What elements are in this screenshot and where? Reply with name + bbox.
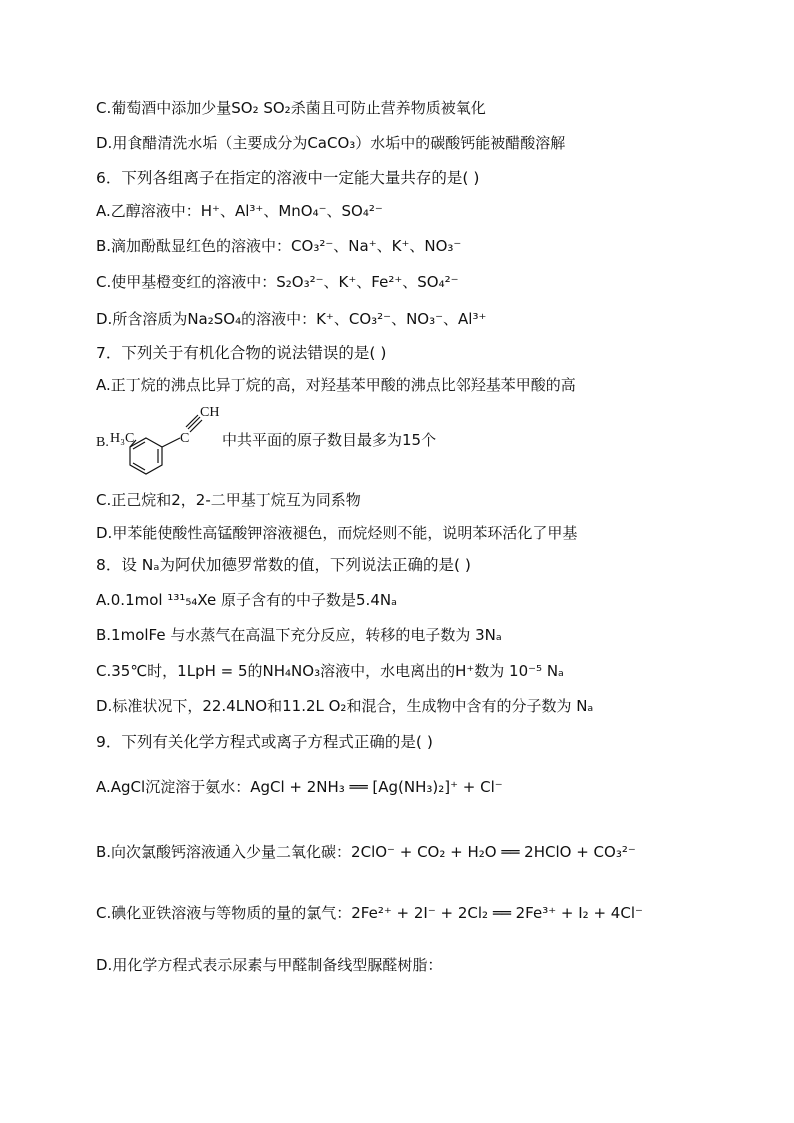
option-6a: A.乙醇溶液中：H⁺、Al³⁺、MnO₄⁻、SO₄²⁻ [96,202,383,220]
option-7b-text: 中共平面的原子数目最多为15个 [222,431,437,449]
option-7c: C.正己烷和2，2-二甲基丁烷互为同系物 [96,491,361,509]
carbon-label: C [180,431,190,446]
question-8: 8．设 Nₐ为阿伏加德罗常数的值，下列说法正确的是( ) [96,556,471,574]
option-7d: D.甲苯能使酸性高锰酸钾溶液褪色，而烷烃则不能，说明苯环活化了甲基 [96,524,578,542]
option-7a: A.正丁烷的沸点比异丁烷的高，对羟基苯甲酸的沸点比邻羟基苯甲酸的高 [96,376,576,394]
option-6b: B.滴加酚酞显红色的溶液中：CO₃²⁻、Na⁺、K⁺、NO₃⁻ [96,237,462,255]
option-8a: A.0.1mol ¹³¹₅₄Xe 原子含有的中子数是5.4Nₐ [96,591,397,609]
option-6d: D.所含溶质为Na₂SO₄的溶液中：K⁺、CO₃²⁻、NO₃⁻、Al³⁺ [96,310,487,328]
option-5c: C.葡萄酒中添加少量SO₂ SO₂杀菌且可防止营养物质被氧化 [96,99,486,117]
option-7b-label: B. [96,435,109,450]
methyl-label: H₃C [110,431,135,446]
option-8c: C.35℃时，1LpH = 5的NH₄NO₃溶液中，水电离出的H⁺数为 10⁻⁵ Nₐ [96,662,564,680]
question-7: 7．下列关于有机化合物的说法错误的是( ) [96,344,387,362]
option-9d: D.用化学方程式表示尿素与甲醛制备线型脲醛树脂： [96,956,443,974]
ethynyltoluene-structure [96,402,228,482]
option-8b: B.1molFe 与水蒸气在高温下充分反应，转移的电子数为 3Nₐ [96,626,502,644]
question-9: 9．下列有关化学方程式或离子方程式正确的是( ) [96,733,433,751]
option-9c: C.碘化亚铁溶液与等物质的量的氯气：2Fe²⁺ + 2I⁻ + 2Cl₂ ══ 2Fe³⁺ + I₂ + 4Cl⁻ [96,904,643,922]
option-6c: C.使甲基橙变红的溶液中：S₂O₃²⁻、K⁺、Fe²⁺、SO₄²⁻ [96,273,459,291]
option-8d: D.标准状况下，22.4LNO和11.2L O₂和混合，生成物中含有的分子数为 Nₐ [96,697,594,715]
option-9b: B.向次氯酸钙溶液通入少量二氧化碳：2ClO⁻ + CO₂ + H₂O ══ 2HClO + CO₃²⁻ [96,843,636,861]
question-6: 6．下列各组离子在指定的溶液中一定能大量共存的是( ) [96,169,480,187]
benzene-ring [130,415,202,474]
terminal-ch-label: CH [200,405,220,420]
option-9a: A.AgCl沉淀溶于氨水：AgCl + 2NH₃ ══ [Ag(NH₃)₂]⁺ + Cl⁻ [96,778,503,796]
option-5d: D.用食醋清洗水垢（主要成分为CaCO₃）水垢中的碳酸钙能被醋酸溶解 [96,134,566,152]
